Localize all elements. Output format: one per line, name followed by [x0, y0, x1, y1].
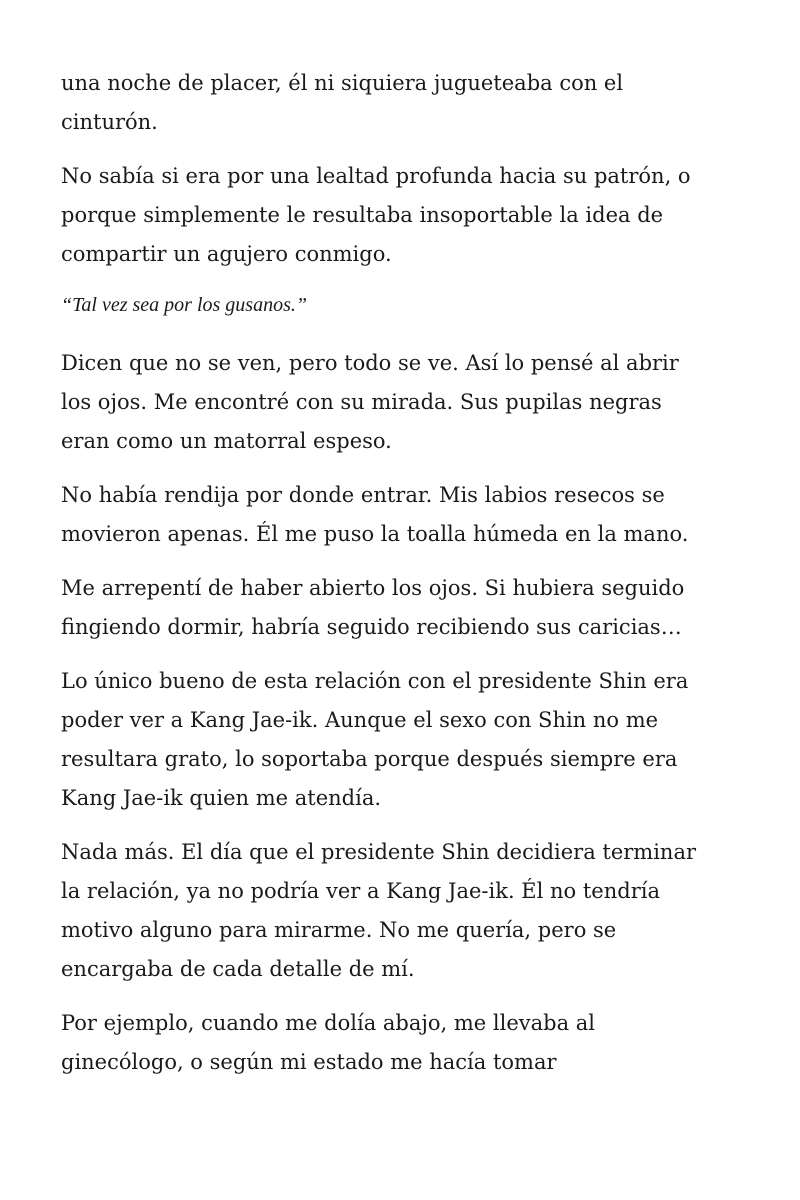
paragraph: [61, 569, 741, 647]
text-line: Me arrepentí de haber abierto los ojos. Si hubiera seguido: [61, 576, 685, 600]
text-line: compartir un agujero conmigo.: [61, 242, 392, 266]
text-line: Por ejemplo, cuando me dolía abajo, me llevaba al: [61, 1011, 596, 1035]
text-line: motivo alguno para mirarme. No me quería, pero se: [61, 918, 617, 942]
paragraph: [61, 476, 741, 554]
paragraph: [61, 662, 741, 818]
text-line: poder ver a Kang Jae-ik. Aunque el sexo con Shin no me: [61, 708, 659, 732]
text-line: los ojos. Me encontré con su mirada. Sus pupilas negras: [61, 390, 662, 414]
text-line: No sabía si era por una lealtad profunda hacia su patrón, o: [61, 164, 691, 188]
paragraph: [61, 833, 741, 989]
text-line: Nada más. El día que el presidente Shin decidiera terminar: [61, 840, 697, 864]
text-line: porque simplemente le resultaba insoportable la idea de: [61, 203, 664, 227]
text-line: resultara grato, lo soportaba porque después siempre era: [61, 747, 678, 771]
quoted-thought: “Tal vez sea por los gusanos.”: [61, 294, 307, 316]
paragraph: [61, 157, 741, 274]
paragraph: [61, 344, 741, 461]
paragraph: [61, 1004, 741, 1082]
text-line: No había rendija por donde entrar. Mis labios resecos se: [61, 483, 665, 507]
text-line: Lo único bueno de esta relación con el presidente Shin era: [61, 669, 689, 693]
text-line: cinturón.: [61, 110, 158, 134]
text-line: fingiendo dormir, habría seguido recibiendo sus caricias…: [61, 615, 682, 639]
text-line: Kang Jae-ik quien me atendía.: [61, 786, 382, 810]
document-page: [61, 64, 741, 1097]
text-line: eran como un matorral espeso.: [61, 429, 392, 453]
text-line: movieron apenas. Él me puso la toalla húmeda en la mano.: [61, 522, 689, 546]
text-line: encargaba de cada detalle de mí.: [61, 957, 415, 981]
text-line: Dicen que no se ven, pero todo se ve. Así lo pensé al abrir: [61, 351, 679, 375]
text-line: una noche de placer, él ni siquiera jugueteaba con el: [61, 71, 624, 95]
text-line: la relación, ya no podría ver a Kang Jae-ik. Él no tendría: [61, 879, 660, 903]
paragraph: [61, 64, 741, 142]
text-line: ginecólogo, o según mi estado me hacía tomar: [61, 1050, 557, 1074]
